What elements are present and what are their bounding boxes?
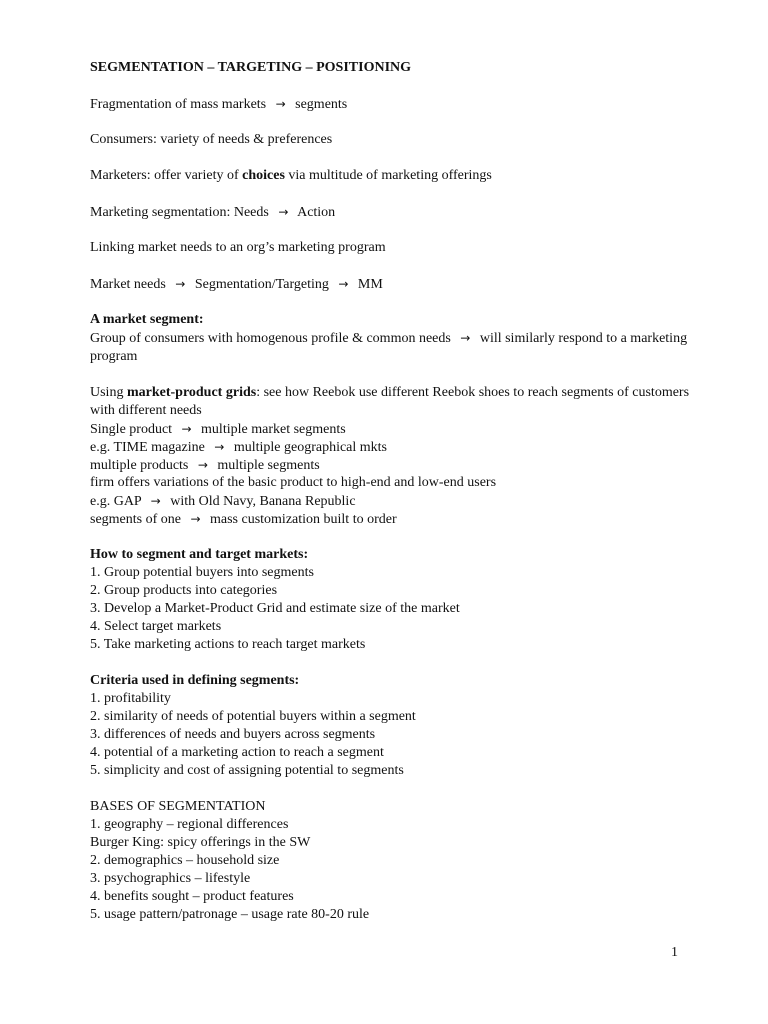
arrow-icon: → <box>197 458 208 472</box>
criteria-heading: Criteria used in defining segments: <box>90 673 300 688</box>
list-item: 3. differences of needs and buyers across segments <box>90 727 376 742</box>
time-magazine-line: e.g. TIME magazine → multiple geographical mkts <box>90 440 387 455</box>
list-item: 2. similarity of needs of potential buyers within a segment <box>90 709 416 724</box>
arrow-icon: → <box>181 422 192 436</box>
consumers-line: Consumers: variety of needs & preferences <box>90 132 333 147</box>
gap-line: e.g. GAP → with Old Navy, Banana Republic <box>90 494 356 509</box>
firm-offers-line: firm offers variations of the basic product to high-end and low-end users <box>90 475 497 490</box>
document-title: SEGMENTATION – TARGETING – POSITIONING <box>90 60 412 75</box>
market-needs-line: Market needs → Segmentation/Targeting → MM <box>90 277 383 292</box>
list-item: 3. psychographics – lifestyle <box>90 871 251 886</box>
list-item: 4. benefits sought – product features <box>90 889 294 904</box>
multiple-products-line: multiple products → multiple segments <box>90 458 320 473</box>
list-item: Burger King: spicy offerings in the SW <box>90 835 311 850</box>
list-item: 4. potential of a marketing action to reach a segment <box>90 745 384 760</box>
list-item: 4. Select target markets <box>90 619 222 634</box>
list-item: 5. simplicity and cost of assigning potential to segments <box>90 763 404 778</box>
list-item: 2. Group products into categories <box>90 583 278 598</box>
page-number: 1 <box>671 945 678 960</box>
arrow-icon: → <box>460 331 471 345</box>
list-item: 3. Develop a Market-Product Grid and estimate size of the market <box>90 601 460 616</box>
arrow-icon: → <box>175 277 186 291</box>
document-body <box>90 59 690 924</box>
marketing-segmentation-line: Marketing segmentation: Needs → Action <box>90 205 336 220</box>
bases-heading: BASES OF SEGMENTATION <box>90 799 266 814</box>
list-item: 1. profitability <box>90 691 171 706</box>
market-product-grids-paragraph: Using market-product grids: see how Reebok use different Reebok shoes to reach segments of customers with different needs <box>90 385 690 418</box>
arrow-icon: → <box>275 97 286 111</box>
market-segment-definition: Group of consumers with homogenous profile & common needs → will similarly respond to a marketing program <box>90 331 688 364</box>
marketers-line: Marketers: offer variety of choices via multitude of marketing offerings <box>90 168 492 183</box>
single-product-line: Single product → multiple market segments <box>90 422 346 437</box>
list-item: 1. geography – regional differences <box>90 817 289 832</box>
list-item: 1. Group potential buyers into segments <box>90 565 314 580</box>
how-to-heading: How to segment and target markets: <box>90 547 309 562</box>
linking-line: Linking market needs to an org’s marketing program <box>90 240 386 255</box>
list-item: 5. usage pattern/patronage – usage rate 80-20 rule <box>90 907 370 922</box>
arrow-icon: → <box>150 494 161 508</box>
arrow-icon: → <box>278 205 289 219</box>
arrow-icon: → <box>214 440 225 454</box>
market-segment-heading: A market segment: <box>90 312 204 327</box>
arrow-icon: → <box>338 277 349 291</box>
list-item: 2. demographics – household size <box>90 853 280 868</box>
fragmentation-line: Fragmentation of mass markets → segments <box>90 97 348 112</box>
segments-of-one-line: segments of one → mass customization built to order <box>90 512 397 527</box>
list-item: 5. Take marketing actions to reach target markets <box>90 637 366 652</box>
arrow-icon: → <box>190 512 201 526</box>
